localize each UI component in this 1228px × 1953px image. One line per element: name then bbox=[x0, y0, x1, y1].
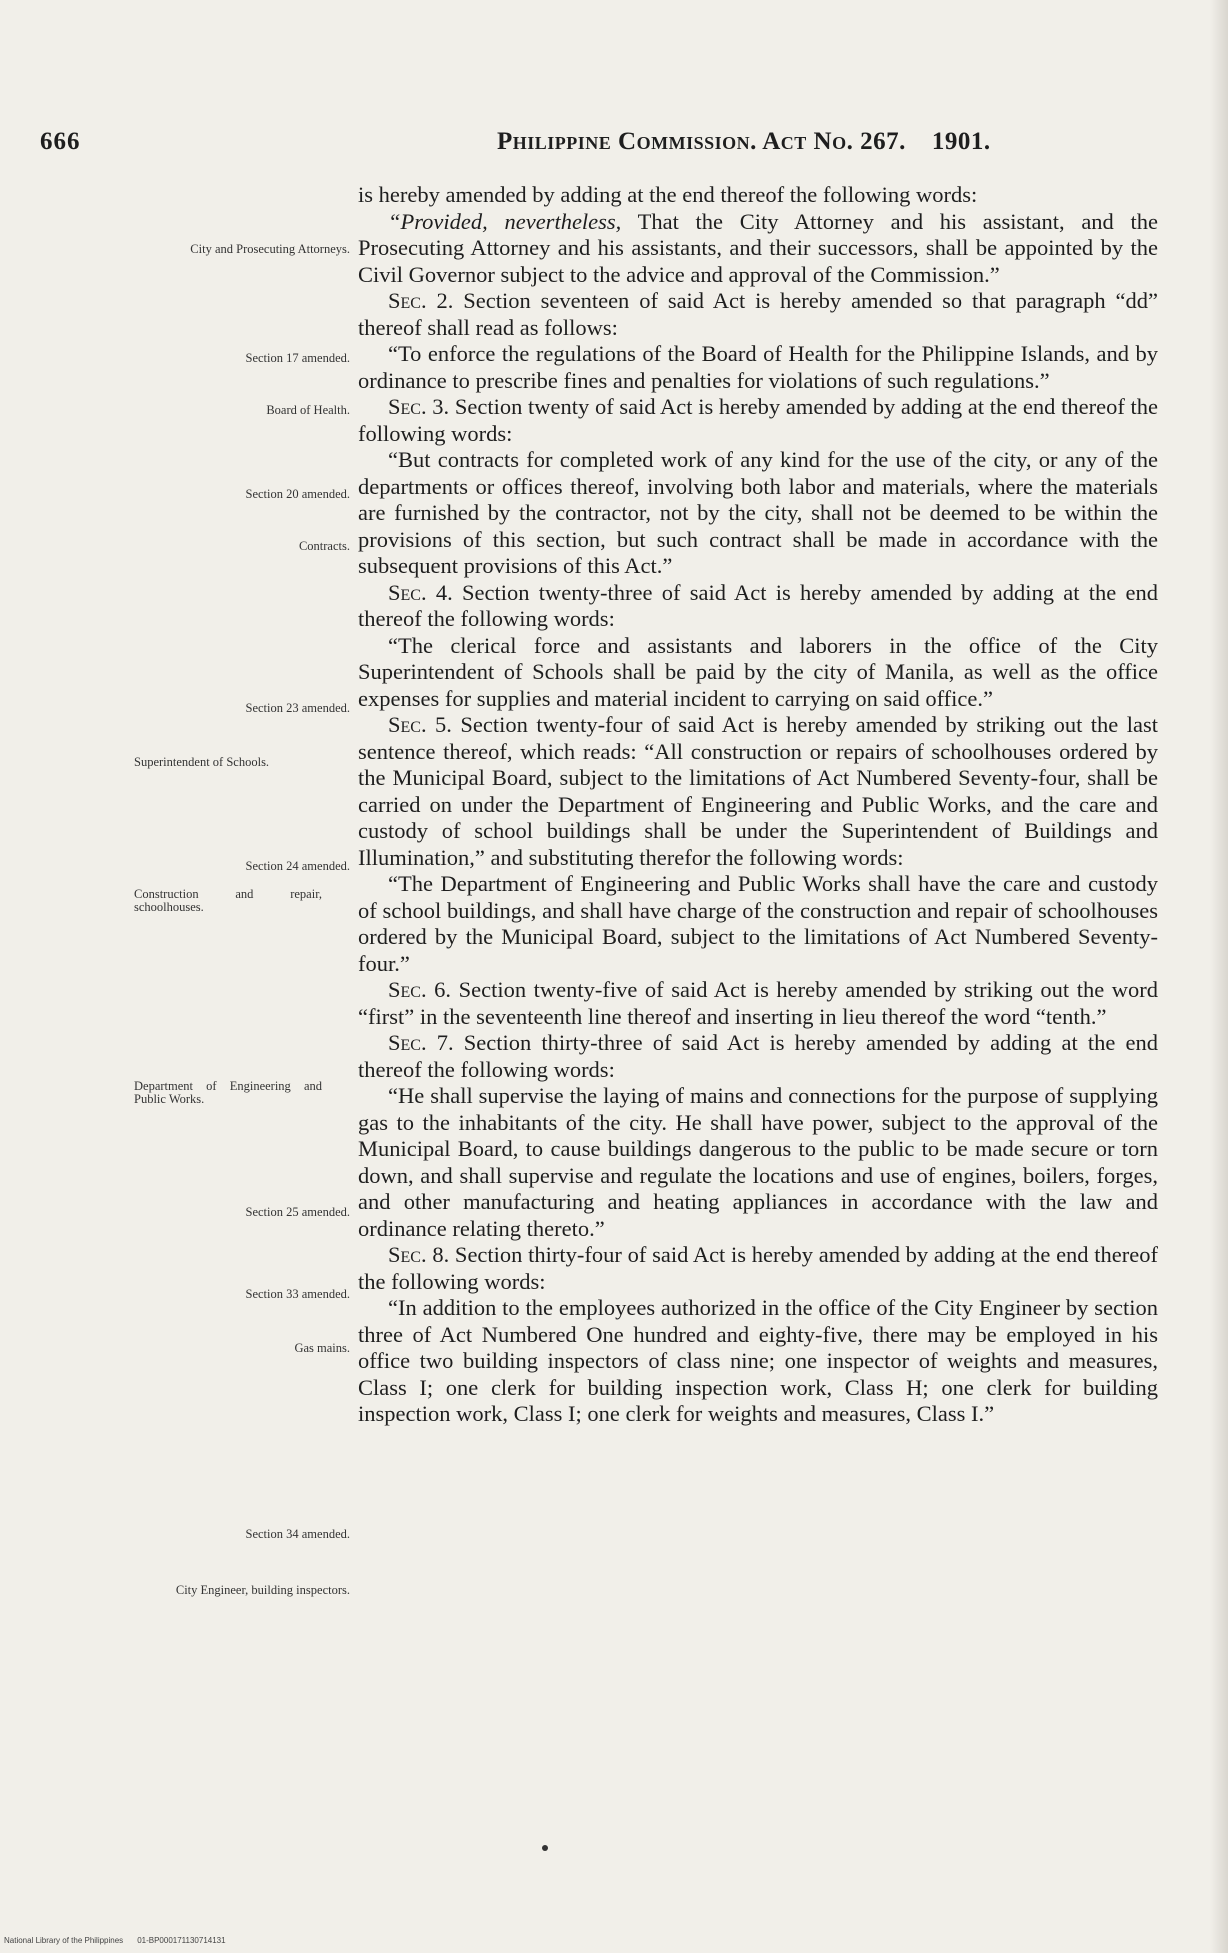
margin-note: Section 34 amended. bbox=[245, 1527, 350, 1541]
paragraph-text: Section twenty of said Act is hereby amended by adding at the end thereof the following words: bbox=[358, 394, 1158, 446]
section-label: Sec. 7. bbox=[388, 1030, 454, 1055]
scan-footer bbox=[4, 1936, 240, 1945]
paragraph-text: Section twenty-five of said Act is hereby amended by striking out the word “first” in the seventeenth line thereof and inserting in lieu thereof the word “tenth.” bbox=[358, 977, 1158, 1029]
paragraph bbox=[358, 182, 1158, 209]
paragraph-text: Section thirty-four of said Act is hereby amended by adding at the end thereof the following words: bbox=[358, 1242, 1158, 1294]
margin-note: Gas mains. bbox=[294, 1341, 350, 1355]
page-number: 666 bbox=[40, 128, 81, 155]
margin-note: Construction and repair, schoolhouses. bbox=[134, 887, 322, 914]
margin-note: Section 23 amended. bbox=[245, 701, 350, 715]
section-label: Sec. 4. bbox=[388, 579, 453, 605]
running-head-year: 1901. bbox=[931, 128, 991, 155]
paragraph bbox=[358, 447, 1158, 580]
paragraph bbox=[358, 1030, 1158, 1083]
running-head-title: Philippine Commission. Act No. 267. bbox=[497, 128, 906, 155]
paragraph-text: “The Department of Engineering and Public Works shall have the care and custody of school buildings, and shall have charge of the construction and repair of schoolhouses ordered by the Municipal Board, subject to the limitations of Act Numbered Seventy-four.” bbox=[358, 871, 1158, 976]
paragraph-text: That the City Attorney and his assistant, and the Prosecuting Attorney and his assistants, and their successors, shall be appointed by the Civil Governor subject to the advice and approval of the Commission.” bbox=[358, 208, 1158, 287]
paragraph-text: Section thirty-three of said Act is hereby amended by adding at the end thereof the following words: bbox=[358, 1030, 1158, 1082]
margin-note: Contracts. bbox=[298, 539, 350, 553]
paragraph-text: Section twenty-four of said Act is hereby amended by striking out the last sentence thereof, which reads: “All construction or repairs of schoolhouses ordered by the Municipal Board, subject to the limitations of Act Numbered Seventy-four, shall be carried on under the Department of Engineering and Public Works, and the care and custody of school buildings shall be under the Superintendent of Buildings and Illumination,” and substituting therefor the following words: bbox=[358, 712, 1158, 870]
margin-note: Board of Health. bbox=[266, 403, 350, 417]
margin-note: Section 20 amended. bbox=[245, 487, 350, 501]
paragraph bbox=[358, 1083, 1158, 1242]
paragraph bbox=[358, 1242, 1158, 1295]
main-text bbox=[358, 182, 1158, 1428]
paragraph-text: Section twenty-three of said Act is hereby amended by adding at the end thereof the following words: bbox=[358, 579, 1158, 631]
section-label: Sec. 3. bbox=[388, 394, 450, 419]
paragraph bbox=[358, 1295, 1158, 1428]
paragraph bbox=[358, 712, 1158, 871]
paragraph-text: Section seventeen of said Act is hereby amended so that paragraph “dd” thereof shall read as follows: bbox=[358, 288, 1158, 340]
paragraph-text: “To enforce the regulations of the Board of Health for the Philippine Islands, and by ordinance to prescribe fines and penalties for violations of such regulations.” bbox=[358, 341, 1158, 393]
paragraph bbox=[358, 977, 1158, 1030]
section-label: Sec. 2. bbox=[388, 288, 454, 313]
margin-note: Section 17 amended. bbox=[245, 351, 350, 365]
margin-note: Department of Engineering and Public Works. bbox=[134, 1079, 322, 1106]
margin-note: City Engineer, building inspectors. bbox=[175, 1583, 350, 1597]
paragraph-lead: “Provided, nevertheless, bbox=[388, 208, 622, 234]
paragraph bbox=[358, 394, 1158, 447]
footer-library: National Library of the Philippines bbox=[4, 1936, 124, 1945]
section-label: Sec. 6. bbox=[388, 977, 452, 1002]
paragraph-text: is hereby amended by adding at the end thereof the following words: bbox=[358, 182, 978, 207]
paragraph bbox=[358, 209, 1158, 289]
paragraph bbox=[358, 288, 1158, 341]
page-header bbox=[0, 128, 1228, 168]
paragraph-text: “In addition to the employees authorized in the office of the City Engineer by section three of Act Numbered One hundred and eighty-five, there may be employed in his office two building inspectors of class nine; one inspector of weights and measures, Class I; one clerk for building inspection work, Class H; one clerk for building inspection work, Class I; one clerk for weights and measures, Class I.” bbox=[358, 1295, 1158, 1426]
paragraph bbox=[358, 633, 1158, 713]
margin-note: Superintendent of Schools. bbox=[134, 755, 270, 769]
paragraph bbox=[358, 580, 1158, 633]
footer-code: 01-BP000171130714131 bbox=[137, 1936, 226, 1945]
paragraph bbox=[358, 341, 1158, 394]
page-mark-dot bbox=[542, 1845, 548, 1851]
paragraph-text: “He shall supervise the laying of mains and connections for the purpose of supplying gas to the inhabitants of the city. He shall have power, subject to the approval of the Municipal Board, to cause buildings dangerous to the public to be made secure or torn down, and shall supervise and regulate the locations and use of engines, boilers, forges, and other manufacturing and heating appliances in accordance with the law and ordinance relating thereto.” bbox=[358, 1083, 1158, 1241]
paragraph-text: “But contracts for completed work of any kind for the use of the city, or any of the departments or offices thereof, involving both labor and materials, where the materials are furnished by the contractor, not by the city, shall not be deemed to be within the provisions of this section, but such contract shall be made in accordance with the subsequent provisions of this Act.” bbox=[358, 447, 1158, 578]
margin-note: Section 24 amended. bbox=[245, 859, 350, 873]
margin-note: Section 33 amended. bbox=[245, 1287, 350, 1301]
page-edge-shadow bbox=[1210, 0, 1228, 1953]
paragraph-text: “The clerical force and assistants and laborers in the office of the City Superintendent of Schools shall be paid by the city of Manila, as well as the office expenses for supplies and material incident to carrying on said office.” bbox=[358, 632, 1158, 711]
margin-note: Section 25 amended. bbox=[245, 1205, 350, 1219]
running-head bbox=[497, 128, 991, 156]
margin-note: City and Prosecuting Attorneys. bbox=[190, 242, 350, 256]
section-label: Sec. 5. bbox=[388, 712, 452, 737]
paragraph bbox=[358, 871, 1158, 977]
section-label: Sec. 8. bbox=[388, 1242, 450, 1267]
